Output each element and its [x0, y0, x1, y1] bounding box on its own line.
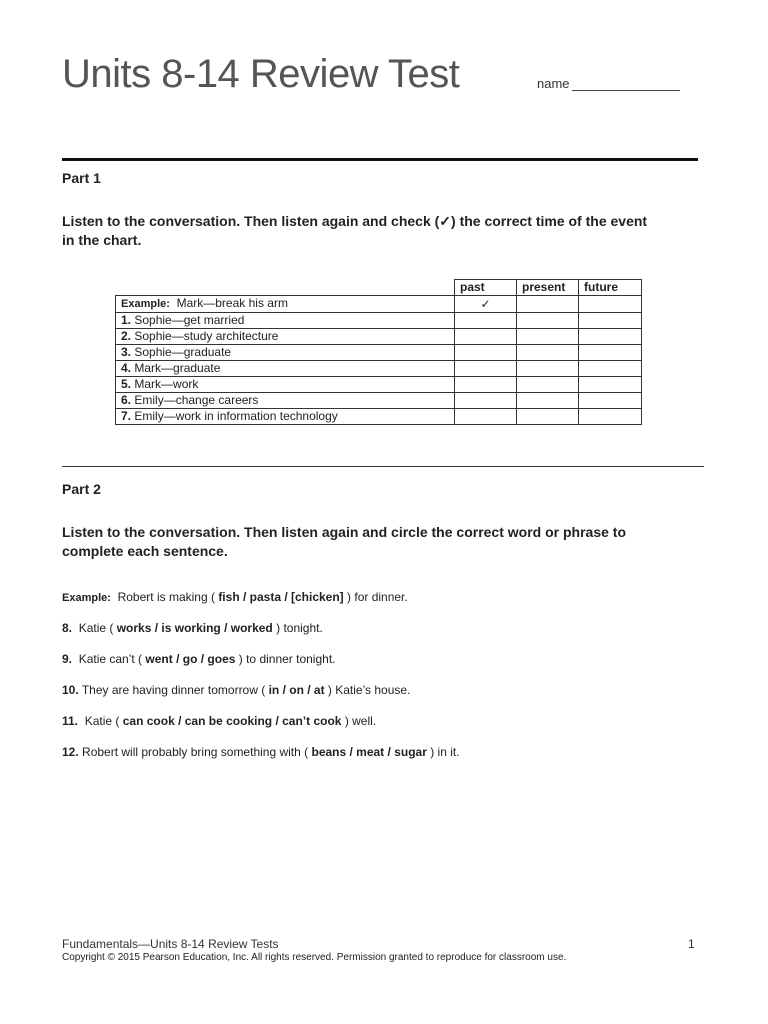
part1-instruction-line2: in the chart.: [62, 232, 142, 248]
sentence-post: ) in it.: [430, 745, 460, 759]
example-cell: [116, 296, 455, 313]
example-cell-present: [517, 296, 579, 313]
table-row: [116, 393, 642, 409]
table-row: [116, 345, 642, 361]
table-row: [116, 377, 642, 393]
question-number: 9.: [62, 652, 73, 666]
part2-instruction: [62, 523, 712, 561]
question-number: 12.: [62, 745, 79, 759]
sentence-pre: Katie can’t (: [78, 652, 143, 666]
row-number: 5.: [121, 377, 132, 391]
row-label: [116, 377, 455, 393]
sentence-pre: Katie (: [84, 714, 120, 728]
example-cell-future: [579, 296, 642, 313]
table-row-example: [116, 296, 642, 313]
part1-instruction-line1: Listen to the conversation. Then listen again and check (✓) the correct time of the event: [62, 213, 648, 229]
row-text: Mark—work: [134, 377, 199, 391]
part1-instruction: [62, 212, 712, 250]
example-label: Example:: [121, 298, 170, 310]
row-text: Sophie—get married: [134, 313, 245, 327]
copyright-notice: Copyright © 2015 Pearson Education, Inc. All rights reserved. Permission granted to reproduce for classroom use.: [62, 952, 567, 963]
sentence-post: ) well.: [344, 714, 377, 728]
check-cell-present[interactable]: [517, 345, 579, 361]
sentence-options[interactable]: beans / meat / sugar: [311, 745, 427, 759]
row-text: Sophie—study architecture: [134, 329, 279, 343]
sentence-options[interactable]: can cook / can be cooking / can’t cook: [122, 714, 342, 728]
row-text: Sophie—graduate: [134, 345, 232, 359]
check-cell-past[interactable]: [455, 361, 517, 377]
sentence-options[interactable]: went / go / goes: [145, 652, 236, 666]
check-cell-present[interactable]: [517, 313, 579, 329]
example-check-past: ✓: [455, 296, 517, 313]
question-number: 10.: [62, 683, 79, 697]
part1-heading: Part 1: [62, 170, 101, 186]
question-number: 8.: [62, 621, 73, 635]
part2-heading: Part 2: [62, 481, 101, 497]
page-number: 1: [688, 937, 695, 951]
sentence-pre: They are having dinner tomorrow (: [81, 683, 266, 697]
row-number: 4.: [121, 361, 132, 375]
sentence-pre: Robert is making (: [117, 590, 215, 604]
part2-instruction-line2: complete each sentence.: [62, 543, 228, 559]
sentence-post: ) for dinner.: [347, 590, 408, 604]
check-cell-past[interactable]: [455, 313, 517, 329]
section-divider: [62, 466, 704, 467]
row-text: Emily—change careers: [134, 393, 259, 407]
section-divider: [62, 158, 698, 161]
sentence-options[interactable]: in / on / at: [268, 683, 325, 697]
blank-corner: [116, 280, 455, 296]
check-cell-present[interactable]: [517, 409, 579, 425]
question-9: [62, 652, 336, 666]
sentence-post: ) Katie’s house.: [327, 683, 411, 697]
row-number: 3.: [121, 345, 132, 359]
row-text: Mark—graduate: [134, 361, 221, 375]
check-cell-present[interactable]: [517, 377, 579, 393]
sentence-post: ) to dinner tonight.: [238, 652, 336, 666]
sentence-pre: Katie (: [78, 621, 114, 635]
chart-header-row: [116, 280, 642, 296]
example-text: Mark—break his arm: [176, 296, 288, 310]
row-number: 2.: [121, 329, 132, 343]
question-12: [62, 745, 460, 759]
name-field-line[interactable]: [572, 90, 680, 91]
column-future: future: [579, 280, 642, 296]
footer-title: Fundamentals—Units 8-14 Review Tests: [62, 937, 279, 951]
row-label: [116, 393, 455, 409]
sentence-options[interactable]: works / is working / worked: [116, 621, 273, 635]
part2-instruction-line1: Listen to the conversation. Then listen again and circle the correct word or phrase to: [62, 524, 627, 540]
row-label: [116, 409, 455, 425]
question-number: 11.: [62, 714, 79, 728]
example-sentence: [62, 590, 408, 604]
row-label: [116, 313, 455, 329]
check-cell-present[interactable]: [517, 329, 579, 345]
column-past: past: [455, 280, 517, 296]
check-cell-past[interactable]: [455, 393, 517, 409]
check-cell-present[interactable]: [517, 361, 579, 377]
check-cell-past[interactable]: [455, 377, 517, 393]
row-text: Emily—work in information technology: [134, 409, 338, 423]
check-cell-past[interactable]: [455, 329, 517, 345]
time-chart: [115, 279, 642, 425]
check-cell-future[interactable]: [579, 313, 642, 329]
page-title: Units 8-14 Review Test: [62, 52, 460, 96]
row-label: [116, 361, 455, 377]
check-cell-past[interactable]: [455, 409, 517, 425]
check-cell-future[interactable]: [579, 361, 642, 377]
sentence-options[interactable]: fish / pasta / [chicken]: [218, 590, 344, 604]
check-cell-future[interactable]: [579, 377, 642, 393]
row-number: 7.: [121, 409, 132, 423]
check-cell-future[interactable]: [579, 409, 642, 425]
table-row: [116, 361, 642, 377]
sentence-pre: Robert will probably bring something with (: [82, 745, 309, 759]
check-cell-past[interactable]: [455, 345, 517, 361]
name-label: name: [537, 76, 570, 91]
question-11: [62, 714, 376, 728]
row-number: 1.: [121, 313, 132, 327]
row-number: 6.: [121, 393, 132, 407]
row-label: [116, 345, 455, 361]
question-8: [62, 621, 323, 635]
question-10: [62, 683, 410, 697]
column-present: present: [517, 280, 579, 296]
check-cell-future[interactable]: [579, 345, 642, 361]
check-cell-future[interactable]: [579, 329, 642, 345]
table-row: [116, 409, 642, 425]
check-cell-present[interactable]: [517, 393, 579, 409]
table-row: [116, 329, 642, 345]
row-label: [116, 329, 455, 345]
example-label: Example:: [62, 592, 111, 604]
sentence-post: ) tonight.: [276, 621, 323, 635]
check-cell-future[interactable]: [579, 393, 642, 409]
table-row: [116, 313, 642, 329]
